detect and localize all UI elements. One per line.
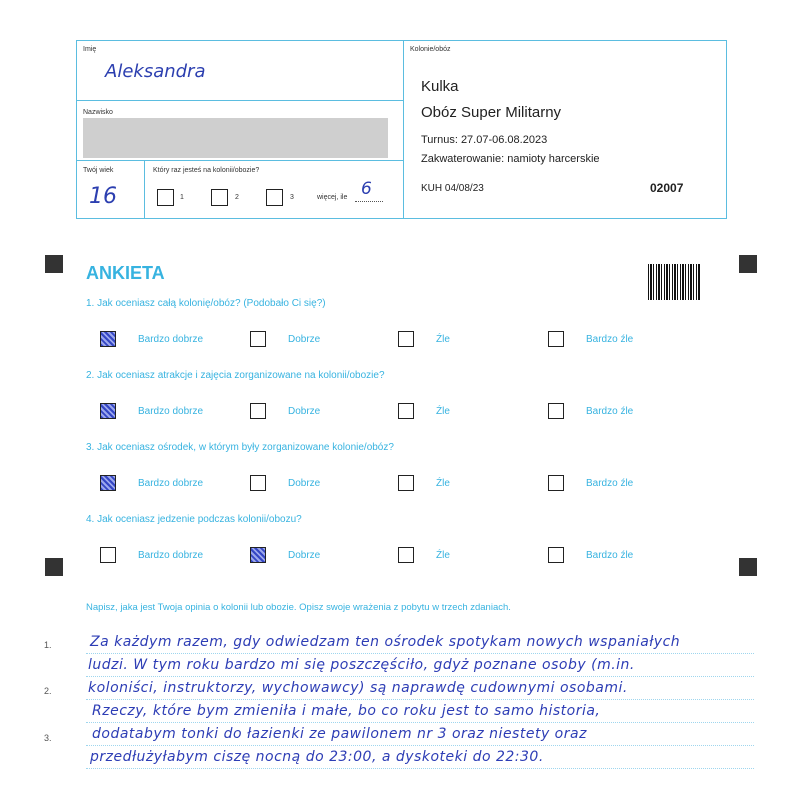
q2-option-dobrze-label: Dobrze [288,406,321,417]
wiecej-line [355,201,383,202]
registration-marker-top-left [45,255,63,273]
opinion-line-1: Za każdym razem, gdy odwiedzam ten ośrodek spotykam nowych wspaniałych [90,634,681,650]
wiecej-label: więcej, ile [317,194,348,201]
q2-option-bardzo-zle-label: Bardzo źle [586,406,634,417]
q4-option-bardzo-zle-checkbox[interactable] [548,547,564,563]
q2-option-zle-checkbox[interactable] [398,403,414,419]
q4-option-bardzo-zle-label: Bardzo źle [586,550,634,561]
q1-option-bardzo-dobrze-checkbox[interactable] [100,331,116,347]
opinion-line-6: przedłużyłabym ciszę nocną do 23:00, a dyskoteki do 22:30. [90,749,544,765]
redacted-surname [83,118,388,158]
visit-option-3-label: 3 [290,194,294,201]
q4-option-zle-label: Źle [436,550,450,561]
q1-option-zle-label: Źle [436,334,450,345]
header-box [76,40,727,219]
q4-option-bardzo-dobrze-label: Bardzo dobrze [138,550,204,561]
turnus: Turnus: 27.07-06.08.2023 [421,134,548,146]
q2-option-bardzo-dobrze-checkbox[interactable] [100,403,116,419]
registration-marker-bottom-left [45,558,63,576]
q2-option-dobrze-checkbox[interactable] [250,403,266,419]
camp-name: Kulka [421,78,459,95]
line-number-3: 3. [44,733,52,743]
imie-value: Aleksandra [105,61,206,82]
nazwisko-label: Nazwisko [83,109,113,116]
registration-marker-bottom-right [739,558,757,576]
imie-label: Imię [83,46,97,53]
visit-option-2-checkbox[interactable] [211,189,228,206]
writing-line-4 [86,722,754,723]
writing-line-1 [86,653,754,654]
q3-option-dobrze-label: Dobrze [288,478,321,489]
writing-line-5 [86,745,754,746]
camp-title: Obóz Super Militarny [421,104,562,121]
wiecej-value: 6 [361,179,372,199]
q4-option-zle-checkbox[interactable] [398,547,414,563]
q2-option-bardzo-zle-checkbox[interactable] [548,403,564,419]
q3-option-bardzo-dobrze-checkbox[interactable] [100,475,116,491]
q3-option-zle-label: Źle [436,478,450,489]
header-divider-age [144,160,145,219]
q1-option-zle-checkbox[interactable] [398,331,414,347]
survey-title: ANKIETA [86,263,165,283]
header-divider-vertical [403,41,404,219]
wiek-label: Twój wiek [83,167,114,174]
q1-option-bardzo-dobrze-label: Bardzo dobrze [138,334,204,345]
opinion-line-5: dodatabym tonki do łazienki ze pawilonem nr 3 oraz niestety oraz [92,726,587,742]
zakwaterowanie: Zakwaterowanie: namioty harcerskie [421,153,600,165]
q1-option-bardzo-zle-label: Bardzo źle [586,334,634,345]
q3-option-zle-checkbox[interactable] [398,475,414,491]
question-3: 3. Jak oceniasz ośrodek, w którym były zorganizowane kolonie/obóz? [86,442,394,453]
header-divider-2 [77,160,403,161]
opinion-line-4: Rzeczy, które bym zmieniła i małe, bo co roku jest to samo historia, [92,703,601,719]
q4-option-bardzo-dobrze-checkbox[interactable] [100,547,116,563]
ktory-raz-label: Który raz jesteś na kolonii/obozie? [153,167,260,174]
q1-option-dobrze-label: Dobrze [288,334,321,345]
line-number-1: 1. [44,640,52,650]
q4-option-dobrze-label: Dobrze [288,550,321,561]
q4-option-dobrze-checkbox[interactable] [250,547,266,563]
registration-marker-top-right [739,255,757,273]
barcode [648,264,700,300]
q3-option-bardzo-zle-label: Bardzo źle [586,478,634,489]
opinion-line-3: koloniści, instruktorzy, wychowawcy) są naprawdę cudownymi osobami. [88,680,628,696]
question-1: 1. Jak oceniasz całą kolonię/obóz? (Podobało Ci się?) [86,298,326,309]
q2-option-zle-label: Źle [436,406,450,417]
writing-line-3 [86,699,754,700]
visit-option-3-checkbox[interactable] [266,189,283,206]
camp-code: KUH 04/08/23 [421,183,484,194]
wiek-value: 16 [89,184,117,209]
q2-option-bardzo-dobrze-label: Bardzo dobrze [138,406,204,417]
q1-option-bardzo-zle-checkbox[interactable] [548,331,564,347]
form-number: 02007 [650,181,684,195]
line-number-2: 2. [44,686,52,696]
opinion-prompt: Napisz, jaka jest Twoja opinia o kolonii lub obozie. Opisz swoje wrażenia z pobytu w trzech zdaniach. [86,602,511,613]
question-4: 4. Jak oceniasz jedzenie podczas kolonii/obozu? [86,514,302,525]
question-2: 2. Jak oceniasz atrakcje i zajęcia zorganizowane na kolonii/obozie? [86,370,385,381]
kolonie-label: Kolonie/obóz [410,46,451,53]
writing-line-6 [86,768,754,769]
opinion-line-2: ludzi. W tym roku bardzo mi się poszczęściło, gdyż poznane osoby (m.in. [88,657,635,673]
q1-option-dobrze-checkbox[interactable] [250,331,266,347]
header-divider-1 [77,100,403,101]
q3-option-dobrze-checkbox[interactable] [250,475,266,491]
writing-line-2 [86,676,754,677]
visit-option-1-checkbox[interactable] [157,189,174,206]
visit-option-1-label: 1 [180,194,184,201]
visit-option-2-label: 2 [235,194,239,201]
q3-option-bardzo-zle-checkbox[interactable] [548,475,564,491]
q3-option-bardzo-dobrze-label: Bardzo dobrze [138,478,204,489]
